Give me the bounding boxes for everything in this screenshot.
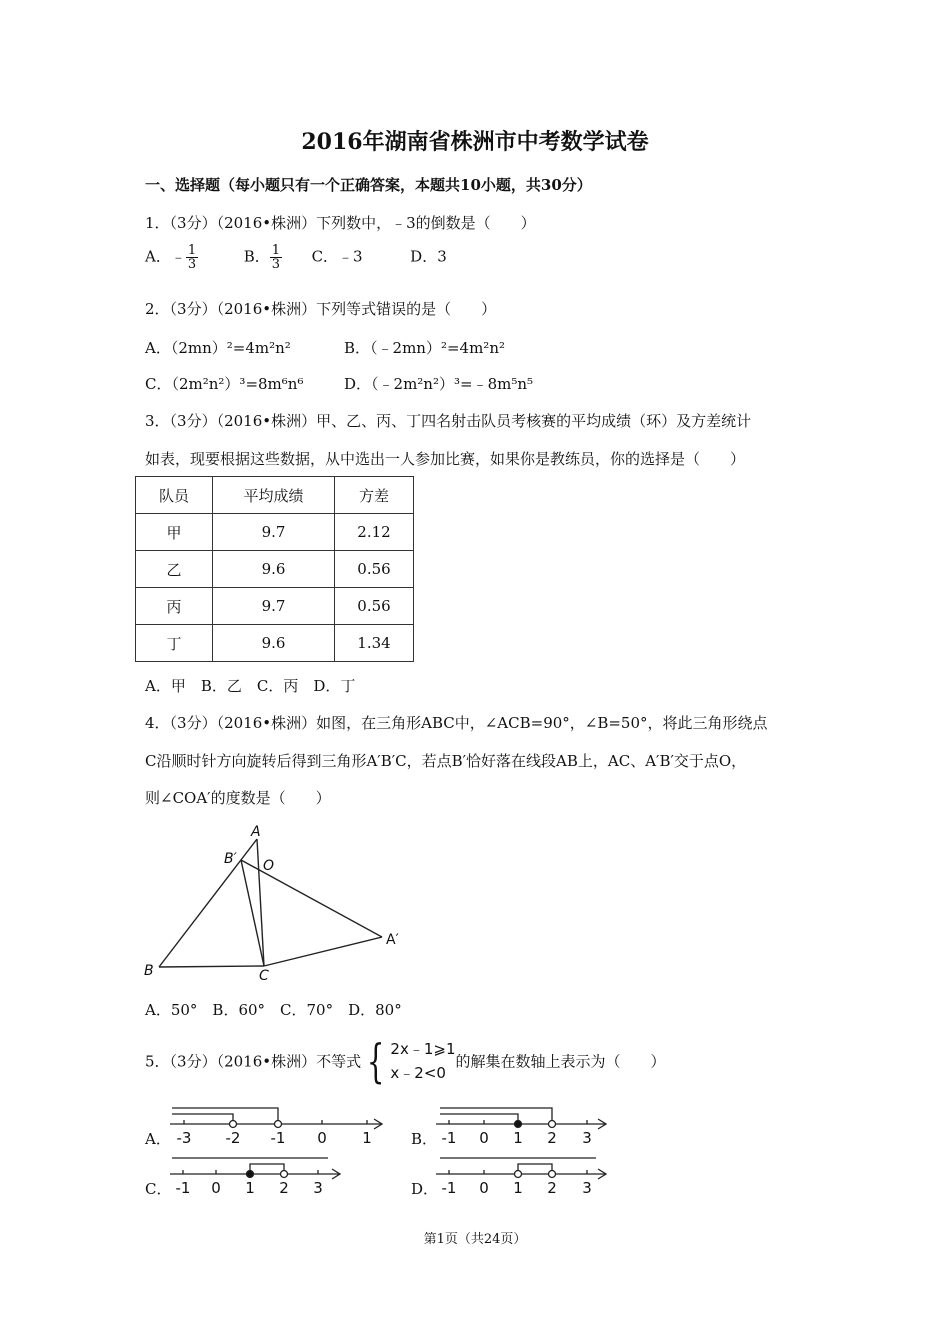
tick-label: 3 [582, 1179, 592, 1197]
table-row [136, 514, 414, 551]
score-table [135, 476, 414, 662]
tick-label: 0 [479, 1179, 489, 1197]
table-cell: 9.7 [213, 588, 335, 625]
tick-label: 0 [317, 1129, 327, 1147]
tick-label: 0 [211, 1179, 221, 1197]
q1-option-b-denominator: 3 [271, 257, 281, 272]
q4-stem-line2: C沿顺时针方向旋转后得到三角形A′B′C，若点B′恰好落在线段AB上，AC、A′B′交于点O， [145, 752, 747, 770]
tick-label: 2 [547, 1179, 557, 1197]
open-dot [549, 1171, 556, 1178]
table-cell: 丙 [136, 588, 213, 625]
closed-dot [515, 1121, 522, 1128]
table-row [136, 625, 414, 662]
tick-label: -1 [175, 1179, 191, 1197]
table-cell: 乙 [136, 551, 213, 588]
q2-option-a: A．（2mn）²=4m²n² [145, 339, 291, 357]
q4-stem-line1: 4．（3分）（2016•株洲）如图，在三角形ABC中，∠ACB=90°，∠B=50°，将此三角形绕点 [145, 714, 768, 732]
table-row [136, 551, 414, 588]
tick-label: 3 [313, 1179, 323, 1197]
inequality-2: x﹣2<0 [390, 1064, 446, 1082]
tick-label: -1 [441, 1179, 457, 1197]
table-cell: 0.56 [335, 588, 414, 625]
tick-label: 2 [279, 1179, 289, 1197]
page-title: 2016年湖南省株洲市中考数学试卷 [301, 129, 649, 155]
q4-options: A．50° B．60° C．70° D．80° [145, 1001, 402, 1019]
tick-label: -2 [225, 1129, 241, 1147]
q5-stem-post: 的解集在数轴上表示为（ ） [455, 1052, 666, 1071]
table-row [136, 588, 414, 625]
q1-option-d: D．3 [410, 247, 447, 266]
number-line-b [434, 1100, 614, 1150]
label-o: O [263, 858, 275, 874]
tick-label: 1 [245, 1179, 255, 1197]
label-b: B [144, 963, 154, 979]
tick-label: -3 [176, 1129, 192, 1147]
tick-label: -1 [441, 1129, 457, 1147]
tick-label: 2 [547, 1129, 557, 1147]
q4-stem-line3: 则∠COA′的度数是（ ） [145, 789, 331, 807]
q2-option-d: D．（﹣2m²n²）³=﹣8m⁵n⁵ [344, 375, 534, 393]
table-header: 平均成绩 [213, 477, 335, 514]
segment-ab [159, 839, 257, 967]
table-header: 方差 [335, 477, 414, 514]
q1-options [145, 244, 447, 271]
q3-stem-line2: 如表，现要根据这些数据，从中选出一人参加比赛，如果你是教练员，你的选择是（ ） [145, 450, 746, 468]
label-a-prime: A′ [386, 932, 399, 948]
tick-label: 1 [362, 1129, 372, 1147]
table-cell: 丁 [136, 625, 213, 662]
open-dot [275, 1121, 282, 1128]
table-cell: 2.12 [335, 514, 414, 551]
open-dot [281, 1171, 288, 1178]
table-cell: 9.6 [213, 625, 335, 662]
page-footer: 第1页（共24页） [423, 1232, 527, 1247]
q5-option-d-label: D． [411, 1180, 439, 1198]
q1-option-b-fraction [270, 244, 282, 271]
section-heading: 一、选择题（每小题只有一个正确答案，本题共10小题，共30分） [145, 176, 592, 194]
q1-option-a-sign: ﹣ [170, 247, 186, 266]
segment-c-ap [264, 937, 382, 966]
q1-option-a-denominator: 3 [187, 257, 197, 272]
segment-bc [159, 966, 264, 967]
inequality-system [390, 1037, 455, 1085]
tick-label: -1 [270, 1129, 286, 1147]
label-b-prime: B′ [224, 851, 237, 867]
q1-option-a-label: A． [145, 247, 171, 266]
table-cell: 9.7 [213, 514, 335, 551]
label-c: C [259, 968, 269, 984]
table-cell: 1.34 [335, 625, 414, 662]
q1-option-b-label: B． [243, 247, 270, 266]
table-cell: 0.56 [335, 551, 414, 588]
q5-stem-pre: 5．（3分）（2016•株洲）不等式 [145, 1052, 362, 1071]
q5-option-a-label: A． [145, 1130, 171, 1148]
open-dot [230, 1121, 237, 1128]
q1-option-b-numerator: 1 [271, 243, 281, 258]
q2-option-b: B．（﹣2mn）²=4m²n² [344, 339, 505, 357]
tick-label: 1 [513, 1129, 523, 1147]
q2-stem: 2．（3分）（2016•株洲）下列等式错误的是（ ） [145, 300, 497, 318]
label-a: A [251, 824, 261, 840]
left-brace: { [366, 1034, 385, 1088]
q1-option-a-numerator: 1 [187, 243, 197, 258]
tick-label: 1 [513, 1179, 523, 1197]
table-cell: 9.6 [213, 551, 335, 588]
q2-option-c: C．（2m²n²）³=8m⁶n⁶ [145, 375, 304, 393]
q1-option-a-fraction [186, 244, 198, 271]
q3-stem-line1: 3．（3分）（2016•株洲）甲、乙、丙、丁四名射击队员考核赛的平均成绩（环）及方差统计 [145, 412, 752, 430]
triangle-figure [140, 820, 420, 985]
number-line-d [434, 1150, 614, 1200]
table-cell: 甲 [136, 514, 213, 551]
q5-option-b-label: B． [411, 1130, 438, 1148]
table-header-row [136, 477, 414, 514]
number-line-c [168, 1150, 348, 1200]
open-dot [515, 1171, 522, 1178]
number-line-a [168, 1100, 393, 1150]
q1-stem: 1．（3分）（2016•株洲）下列数中，﹣3的倒数是（ ） [145, 214, 536, 232]
tick-label: 3 [582, 1129, 592, 1147]
table-header: 队员 [136, 477, 213, 514]
q1-option-c: C．﹣3 [311, 247, 363, 266]
inequality-1: 2x﹣1⩾1 [390, 1040, 456, 1058]
open-dot [549, 1121, 556, 1128]
q5-option-c-label: C． [145, 1180, 172, 1198]
q5-stem [145, 1034, 666, 1088]
tick-label: 0 [479, 1129, 489, 1147]
q3-options: A．甲 B．乙 C．丙 D．丁 [145, 677, 356, 695]
closed-dot [247, 1171, 254, 1178]
